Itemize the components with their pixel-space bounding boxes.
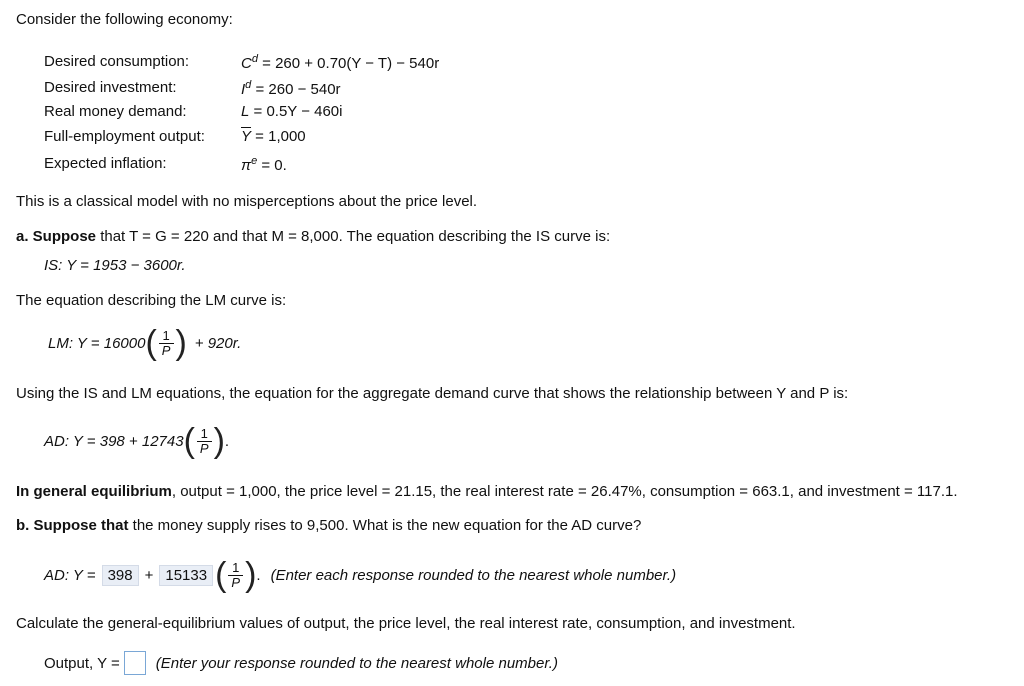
ad-fraction-a: $\frac{1}{P}$ (196, 427, 213, 456)
ad-equation-a: AD: Y = 398 + 12743 ( $\frac{1}{P}$ ) . (44, 422, 230, 460)
intro-text: Consider the following economy: (16, 11, 233, 28)
eq-label-consumption: Desired consumption: (44, 53, 190, 70)
ad-fraction-b: $\frac{1}{P}$ (227, 561, 244, 590)
eq-investment: $I^d = 260 - 540r$ (241, 79, 341, 98)
output-input[interactable] (124, 651, 146, 675)
lm-intro: The equation describing the LM curve is: (16, 292, 287, 309)
eq-expected-inflation: $\pi^e = 0$. (241, 155, 287, 174)
calc-instruction: Calculate the general-equilibrium values of output, the price level, the real interest rate, consumption, and investment. (16, 615, 796, 632)
eq-label-full-employment: Full-employment output: (44, 128, 205, 145)
eq-money-demand: L = 0.5Y − 460i (241, 103, 343, 120)
part-a-question: a. Suppose that T = G = 220 and that M = 8,000. The equation describing the IS curve is: (16, 228, 611, 245)
lm-equation: LM: Y = 16000 ( $\frac{1}{P}$ ) + 920r. (48, 324, 242, 362)
ad-slope-answer[interactable]: 15133 (159, 565, 213, 586)
ad-equation-b: AD: Y = 398 + 15133 ( $\frac{1}{P}$ ) . (Enter each response rounded to the nearest whole number.) (44, 556, 677, 594)
lm-fraction: $\frac{1}{P}$ (158, 329, 175, 358)
output-label: Output, Y = (44, 654, 120, 672)
rounding-hint: (Enter each response rounded to the nearest whole number.) (270, 566, 677, 584)
eq-label-investment: Desired investment: (44, 79, 177, 96)
output-row (44, 651, 558, 675)
output-hint: (Enter your response rounded to the nearest whole number.) (155, 654, 558, 672)
classical-note: This is a classical model with no misperceptions about the price level. (16, 193, 478, 210)
eq-full-employment: $\overline{Y} = 1,000$ (241, 128, 306, 145)
eq-label-money-demand: Real money demand: (44, 103, 187, 120)
ad-intercept-answer[interactable]: 398 (102, 565, 139, 586)
eq-label-expected-inflation: Expected inflation: (44, 155, 167, 172)
part-b-question: b. Suppose that the money supply rises to 9,500. What is the new equation for the AD curve? (16, 517, 642, 534)
eq-consumption: $C^d = 260 + 0.70(Y - T) - 540r$ (241, 53, 440, 72)
ad-intro: Using the IS and LM equations, the equation for the aggregate demand curve that shows the relationship between Y and P is: (16, 385, 849, 402)
general-equilibrium-text: In general equilibrium, output = 1,000, the price level = 21.15, the real interest rate = 26.47%, consumption = 663.1, and investment = 117.1. (16, 483, 958, 500)
is-equation: IS: Y = 1953 − 3600r. (44, 257, 186, 274)
